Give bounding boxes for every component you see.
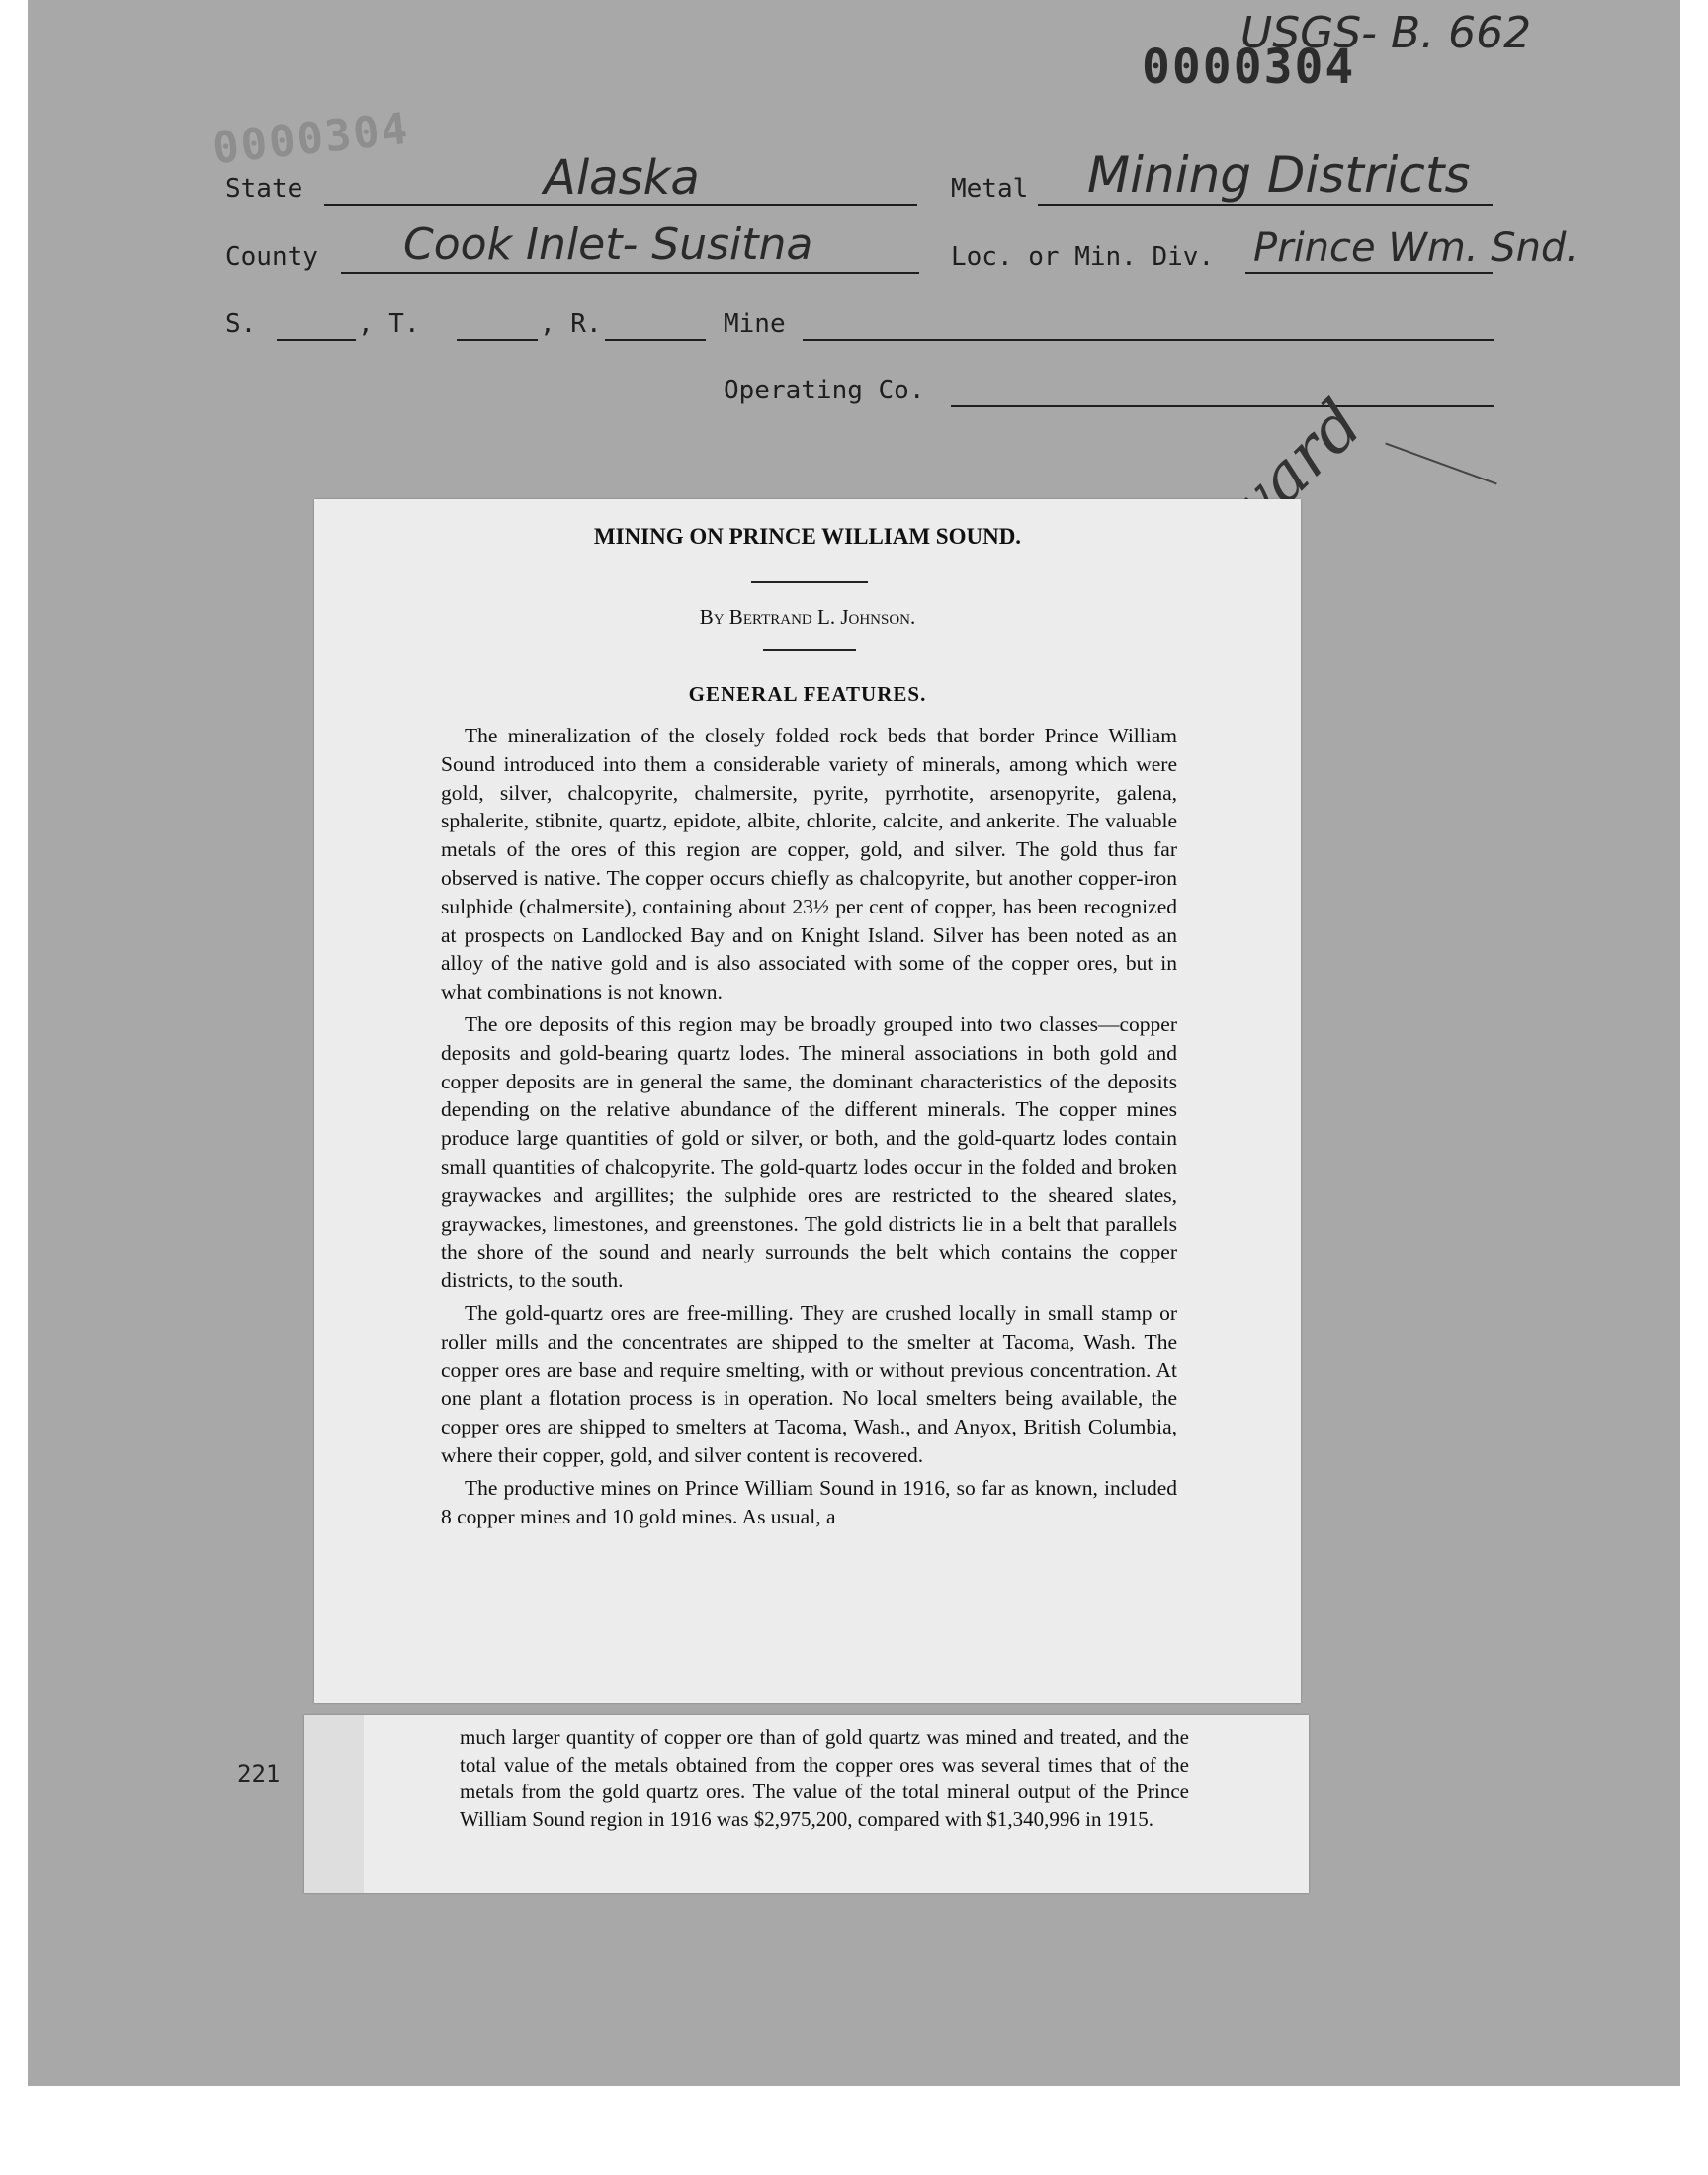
mine-label: Mine	[724, 309, 786, 339]
township-label: , T.	[358, 309, 420, 339]
operating-co-line	[951, 405, 1494, 407]
metal-label: Metal	[951, 174, 1029, 204]
paragraph-4: The productive mines on Prince William Sound in 1916, so far as known, included 8 copper mines and 10 gold mines. As usual, a	[441, 1475, 1177, 1528]
state-label: State	[225, 174, 303, 204]
section-label: S.	[225, 309, 257, 339]
title-rule	[751, 581, 868, 583]
article-body	[441, 722, 1177, 1534]
loc-label: Loc. or Min. Div.	[951, 242, 1215, 272]
clipping-fold-shadow	[304, 1715, 364, 1893]
section-heading: GENERAL FEATURES.	[688, 682, 927, 706]
page-number: 221	[237, 1760, 281, 1787]
paragraph-1: The mineralization of the closely folded rock beds that border Prince William Sound introduced into them a considerable variety of minerals, among which were gold, silver, chalcopyrite, chalmersite, pyrite, pyrrhotite, arsenopyrite, galena, sphalerite, stibnite, quartz, epidote, albite, chlorite, calcite, and ankerite. The valuable metals of the ores of this region are copper, gold, and silver. The gold thus far observed is native. The copper occurs chiefly as chalcopyrite, but another copper-iron sulphide (chalmersite), containing about 23½ per cent of copper, has been recognized at prospects on Landlocked Bay and on Knight Island. Silver has been noted as an alloy of the native gold and is also associated with some of the copper ores, but in what combinations is not known.	[441, 724, 1177, 1004]
article-title: MINING ON PRINCE WILLIAM SOUND.	[593, 524, 1022, 549]
reference-number: USGS- B. 662	[1240, 8, 1532, 58]
county-value: Cook Inlet- Susitna	[403, 219, 813, 270]
faint-serial-stamp: 0000304	[210, 103, 412, 175]
metal-line	[1038, 204, 1493, 206]
county-label: County	[225, 242, 318, 272]
article-continuation	[460, 1724, 1189, 1833]
serial-stamp: 0000304	[1142, 40, 1356, 95]
paragraph-3: The gold-quartz ores are free-milling. They are crushed locally in small stamp or roller mills and the concentrates are shipped to the smelter at Tacoma, Wash. The copper ores are base and require smelting, with or without previous concentration. At one plant a flotation process is in operation. No local smelters being available, the copper ores are shipped to smelters at Tacoma, Wash., and Anyox, British Columbia, where their copper, gold, and silver content is recovered.	[441, 1300, 1177, 1467]
range-label: , R.	[540, 309, 602, 339]
article-byline: By Bertrand L. Johnson.	[699, 605, 916, 629]
operating-co-label: Operating Co.	[724, 376, 925, 405]
metal-value: Mining Districts	[1087, 146, 1471, 204]
state-value: Alaska	[544, 150, 700, 206]
paragraph-5: much larger quantity of copper ore than of gold quartz was mined and treated, and the total value of the metals obtained from the copper ores was several times that of the metals from the gold quartz ores. The value of the total mineral output of the Prince William Sound region in 1916 was $2,975,200, compared with $1,340,996 in 1915.	[460, 1725, 1189, 1831]
loc-value: Prince Wm. Snd.	[1253, 225, 1580, 271]
county-line	[341, 272, 919, 274]
mine-line	[803, 339, 1494, 341]
byline-rule	[763, 649, 856, 651]
range-line	[605, 339, 706, 341]
loc-line	[1245, 272, 1493, 274]
paragraph-2: The ore deposits of this region may be broadly grouped into two classes—copper deposits and gold-bearing quartz lodes. The mineral associations in both gold and copper deposits are in general the same, the dominant characteristics of the deposits depending on the relative abundance of the different minerals. The copper mines produce large quantities of gold or silver, or both, and the gold-quartz lodes contain small quantities of chalcopyrite. The gold-quartz lodes occur in the folded and broken graywackes and argillites; the sulphide ores are restricted to the sheared slates, graywackes, limestones, and greenstones. The gold districts lie in a belt that parallels the shore of the sound and nearly surrounds the belt which contains the copper districts, to the south.	[441, 1011, 1177, 1293]
township-line	[457, 339, 538, 341]
section-line	[277, 339, 356, 341]
